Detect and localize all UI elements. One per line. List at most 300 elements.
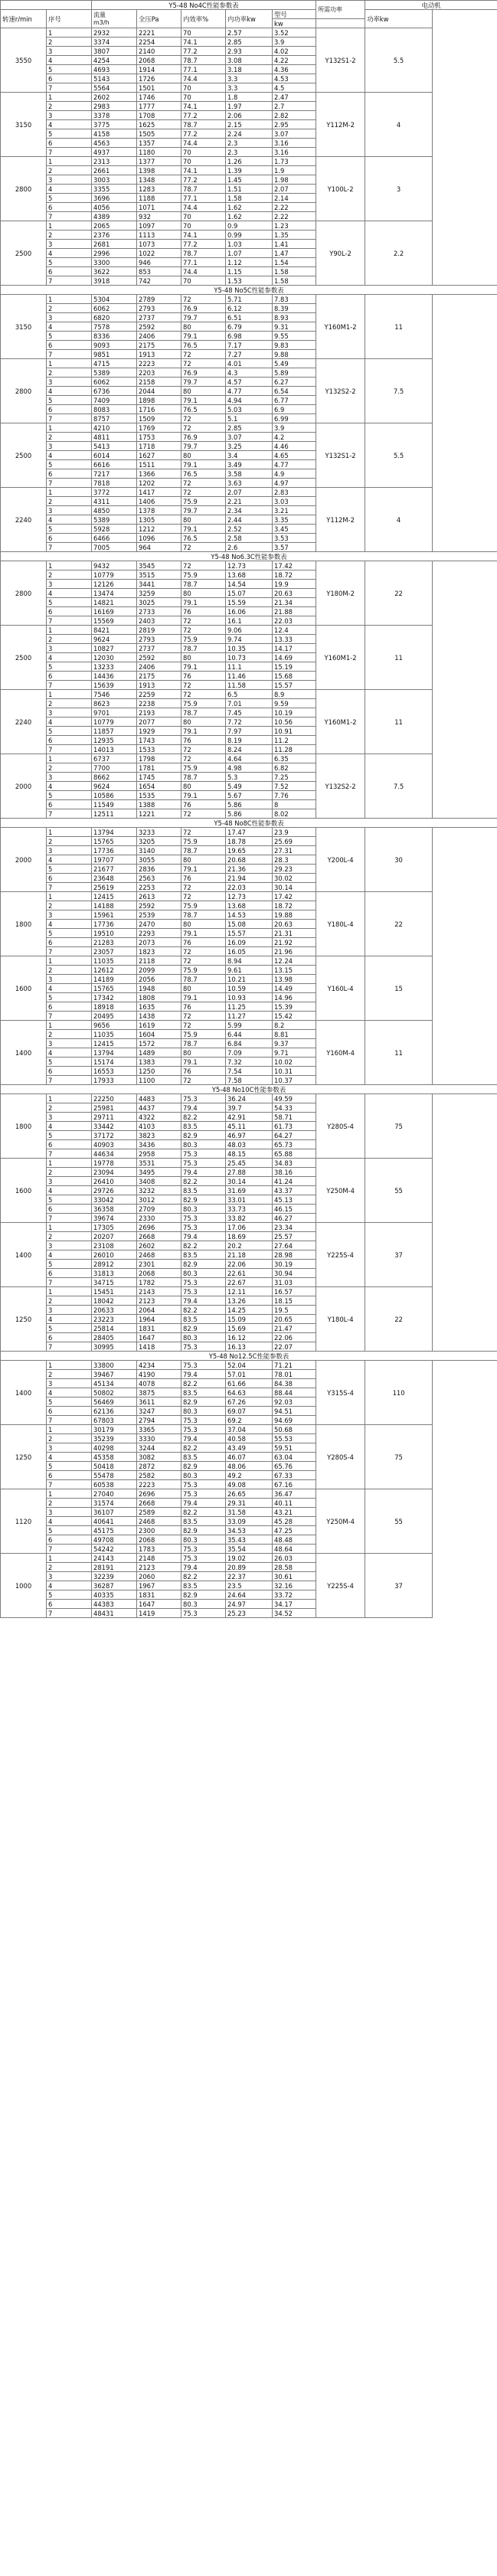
- internal-power-value: 35.43: [226, 1535, 273, 1545]
- required-power-value: 22.06: [273, 1333, 316, 1342]
- internal-power-value: 64.63: [226, 1388, 273, 1398]
- required-power-value: 48.64: [273, 1545, 316, 1554]
- required-power-value: 1.47: [273, 249, 316, 258]
- flow-value: 36287: [92, 1581, 137, 1590]
- motor-power-cell: 55: [365, 1159, 433, 1223]
- pressure-value: 2143: [137, 1287, 181, 1296]
- required-power-value: 4.97: [273, 479, 316, 488]
- motor-model-cell: Y225S-4: [316, 1223, 365, 1287]
- internal-efficiency-value: 72: [181, 295, 226, 304]
- required-power-value: 30.61: [273, 1572, 316, 1581]
- required-power-value: 4.9: [273, 469, 316, 479]
- row-no: 7: [47, 809, 92, 819]
- motor-model-cell: Y250M-4: [316, 1159, 365, 1223]
- required-power-value: 13.15: [273, 966, 316, 975]
- flow-value: 28912: [92, 1260, 137, 1269]
- pressure-value: 2301: [137, 1260, 181, 1269]
- pressure-value: 2613: [137, 892, 181, 901]
- internal-efficiency-value: 75.3: [181, 1545, 226, 1554]
- required-power-value: 63.04: [273, 1453, 316, 1462]
- required-power-value: 16.57: [273, 1287, 316, 1296]
- internal-efficiency-value: 79.1: [181, 396, 226, 405]
- flow-value: 12030: [92, 653, 137, 662]
- required-power-value: 67.16: [273, 1480, 316, 1489]
- internal-efficiency-value: 70: [181, 93, 226, 102]
- required-power-value: 18.72: [273, 570, 316, 580]
- flow-value: 20633: [92, 1306, 137, 1315]
- internal-efficiency-value: 74.4: [181, 74, 226, 83]
- internal-efficiency-value: 76.5: [181, 534, 226, 543]
- internal-efficiency-value: 75.3: [181, 1287, 226, 1296]
- flow-value: 23057: [92, 947, 137, 956]
- motor-model-cell: Y90L-2: [316, 221, 365, 286]
- row-no: 1: [47, 828, 92, 837]
- motor-power-cell: 75: [365, 1094, 433, 1159]
- required-power-value: 9.88: [273, 350, 316, 359]
- table-row: [1, 1361, 497, 1370]
- row-no: 1: [47, 1489, 92, 1499]
- required-power-value: 46.15: [273, 1205, 316, 1214]
- row-no: 7: [47, 83, 92, 93]
- internal-efficiency-value: 72: [181, 809, 226, 819]
- flow-value: 32239: [92, 1572, 137, 1581]
- flow-value: 5389: [92, 368, 137, 378]
- speed-cell: 1600: [1, 1159, 47, 1223]
- flow-value: 40335: [92, 1590, 137, 1600]
- internal-efficiency-value: 72: [181, 1012, 226, 1021]
- internal-efficiency-value: 74.4: [181, 267, 226, 276]
- flow-value: 25981: [92, 1103, 137, 1113]
- flow-value: 14821: [92, 598, 137, 607]
- row-no: 2: [47, 837, 92, 846]
- internal-power-value: 16.1: [226, 616, 273, 626]
- pressure-value: 1100: [137, 1076, 181, 1085]
- internal-efficiency-value: 80.3: [181, 1333, 226, 1342]
- internal-power-value: 16.06: [226, 607, 273, 616]
- motor-model-cell: Y160L-4: [316, 956, 365, 1021]
- required-power-value: 2.22: [273, 212, 316, 221]
- row-no: 2: [47, 1434, 92, 1443]
- internal-power-value: 5.03: [226, 405, 273, 414]
- required-power-value: 1.41: [273, 240, 316, 249]
- internal-efficiency-value: 72: [181, 479, 226, 488]
- internal-power-value: 2.3: [226, 148, 273, 157]
- required-power-value: 4.36: [273, 65, 316, 74]
- flow-header-unit: m3/h: [93, 18, 110, 26]
- required-power-value: 50.68: [273, 1425, 316, 1434]
- internal-efficiency-value: 76.9: [181, 433, 226, 442]
- internal-power-value: 5.86: [226, 809, 273, 819]
- required-power-value: 7.25: [273, 773, 316, 782]
- internal-power-value: 7.01: [226, 699, 273, 708]
- required-power-value: 1.35: [273, 230, 316, 240]
- flow-value: 11035: [92, 956, 137, 966]
- row-no: 6: [47, 469, 92, 479]
- row-no: 2: [47, 1168, 92, 1177]
- required-power-value: 78.01: [273, 1370, 316, 1379]
- row-no: 1: [47, 754, 92, 763]
- row-no: 5: [47, 258, 92, 267]
- internal-power-value: 33.01: [226, 1195, 273, 1205]
- flow-value: 13794: [92, 828, 137, 837]
- pressure-value: 1417: [137, 488, 181, 497]
- row-no: 5: [47, 598, 92, 607]
- required-power-value: 21.31: [273, 929, 316, 938]
- row-no: 6: [47, 1002, 92, 1012]
- row-no: 4: [47, 653, 92, 662]
- row-no: 2: [47, 166, 92, 175]
- row-no: 6: [47, 672, 92, 681]
- required-power-value: 43.21: [273, 1508, 316, 1517]
- pressure-value: 2696: [137, 1223, 181, 1232]
- pressure-value: 2406: [137, 662, 181, 672]
- pressure-value: 1535: [137, 791, 181, 800]
- speed-cell: 2800: [1, 157, 47, 221]
- flow-value: 39674: [92, 1214, 137, 1223]
- internal-power-value: 24.64: [226, 1590, 273, 1600]
- required-power-value: 9.59: [273, 699, 316, 708]
- flow-value: 2313: [92, 157, 137, 166]
- pressure-value: 1745: [137, 773, 181, 782]
- flow-value: 4563: [92, 139, 137, 148]
- pressure-value: 2470: [137, 920, 181, 929]
- required-power-value: 8.2: [273, 1021, 316, 1030]
- internal-power-value: 15.08: [226, 920, 273, 929]
- required-power-value: 15.68: [273, 672, 316, 681]
- motor-model-cell: Y225S-4: [316, 1554, 365, 1618]
- row-no: 5: [47, 129, 92, 139]
- motor-header: 电动机: [365, 1, 497, 10]
- internal-efficiency-value: 80: [181, 387, 226, 396]
- required-power-value: 5.49: [273, 359, 316, 368]
- flow-value: 2602: [92, 93, 137, 102]
- flow-value: 8757: [92, 414, 137, 423]
- pressure-value: 2539: [137, 910, 181, 920]
- internal-power-value: 5.49: [226, 782, 273, 791]
- required-power-value: 38.16: [273, 1168, 316, 1177]
- internal-power-value: 1.12: [226, 258, 273, 267]
- required-power-value: 47.25: [273, 1526, 316, 1535]
- internal-efficiency-value: 78.7: [181, 708, 226, 718]
- internal-power-value: 25.23: [226, 1609, 273, 1618]
- pressure-value: 2123: [137, 1296, 181, 1306]
- flow-value: 2996: [92, 249, 137, 258]
- row-no: 4: [47, 1453, 92, 1462]
- internal-power-value: 14.25: [226, 1306, 273, 1315]
- internal-efficiency-value: 72: [181, 626, 226, 635]
- required-power-value: 31.03: [273, 1278, 316, 1287]
- speed-cell: 1400: [1, 1361, 47, 1425]
- flow-value: 3775: [92, 120, 137, 129]
- required-power-value: 30.14: [273, 883, 316, 892]
- internal-power-value: 1.39: [226, 166, 273, 175]
- internal-efficiency-value: 75.9: [181, 635, 226, 644]
- row-no: 5: [47, 1526, 92, 1535]
- pressure-value: 1180: [137, 148, 181, 157]
- motor-power-cell: 110: [365, 1361, 433, 1425]
- required-power-value: 8.02: [273, 809, 316, 819]
- required-power-value: 55.53: [273, 1434, 316, 1443]
- row-no: 4: [47, 1517, 92, 1526]
- flow-value: 2983: [92, 102, 137, 111]
- speed-cell: 1800: [1, 892, 47, 956]
- flow-value: 36358: [92, 1205, 137, 1214]
- flow-value: 12126: [92, 580, 137, 589]
- speed-cell: 2240: [1, 690, 47, 754]
- row-no: 6: [47, 1269, 92, 1278]
- internal-efficiency-value: 79.4: [181, 1103, 226, 1113]
- motor-model-cell: Y112M-2: [316, 488, 365, 552]
- motor-model-cell: Y280S-4: [316, 1094, 365, 1159]
- required-power-value: 3.16: [273, 148, 316, 157]
- pressure-value: 3140: [137, 846, 181, 855]
- internal-power-value: 31.58: [226, 1508, 273, 1517]
- row-no: 2: [47, 497, 92, 506]
- pressure-value: 2044: [137, 387, 181, 396]
- internal-power-value: 2.85: [226, 38, 273, 47]
- internal-efficiency-value: 77.2: [181, 129, 226, 139]
- flow-value: 15765: [92, 837, 137, 846]
- row-no: 5: [47, 1195, 92, 1205]
- flow-value: 10586: [92, 791, 137, 800]
- pressure-value: 2592: [137, 901, 181, 910]
- pressure-value: 1625: [137, 120, 181, 129]
- row-no: 6: [47, 1535, 92, 1545]
- pressure-value: 1647: [137, 1333, 181, 1342]
- internal-power-value: 69.07: [226, 1407, 273, 1416]
- flow-value: 25619: [92, 883, 137, 892]
- flow-value: 2661: [92, 166, 137, 175]
- required-power-value: 28.58: [273, 1563, 316, 1572]
- pressure-value: 1964: [137, 1315, 181, 1324]
- row-no: 2: [47, 901, 92, 910]
- pressure-value: 2223: [137, 1480, 181, 1489]
- internal-efficiency-value: 72: [181, 616, 226, 626]
- table-row: [1, 295, 497, 304]
- internal-efficiency-value: 79.7: [181, 506, 226, 515]
- internal-power-value: 6.84: [226, 1039, 273, 1048]
- speed-cell: 1120: [1, 1489, 47, 1554]
- required-power-value: 10.02: [273, 1058, 316, 1067]
- internal-efficiency-value: 74.4: [181, 139, 226, 148]
- table-title-row: [1, 819, 497, 828]
- internal-power-value: 21.36: [226, 865, 273, 874]
- internal-power-value: 19.02: [226, 1554, 273, 1563]
- flow-value: 44383: [92, 1600, 137, 1609]
- internal-power-value: 69.2: [226, 1416, 273, 1425]
- internal-power-value: 23.5: [226, 1581, 273, 1590]
- pressure-value: 1509: [137, 414, 181, 423]
- row-no: 1: [47, 423, 92, 433]
- pressure-value: 3244: [137, 1443, 181, 1453]
- internal-efficiency-value: 82.2: [181, 1113, 226, 1122]
- pressure-value: 1627: [137, 451, 181, 460]
- row-no: 7: [47, 947, 92, 956]
- row-no: 6: [47, 1205, 92, 1214]
- internal-power-value: 1.62: [226, 203, 273, 212]
- pressure-value: 1913: [137, 681, 181, 690]
- required-power-unit: kw: [273, 19, 316, 28]
- required-power-value: 9.31: [273, 322, 316, 332]
- pressure-value: 1743: [137, 736, 181, 745]
- required-power-value: 8.39: [273, 304, 316, 313]
- required-power-value: 84.38: [273, 1379, 316, 1388]
- row-no: 7: [47, 681, 92, 690]
- internal-power-value: 11.27: [226, 1012, 273, 1021]
- internal-power-value: 2.15: [226, 120, 273, 129]
- internal-power-value: 49.2: [226, 1471, 273, 1480]
- internal-efficiency-value: 79.7: [181, 378, 226, 387]
- internal-efficiency-value: 78.7: [181, 644, 226, 653]
- internal-efficiency-value: 79.4: [181, 1168, 226, 1177]
- internal-power-value: 10.35: [226, 644, 273, 653]
- row-no: 1: [47, 1554, 92, 1563]
- internal-power-value: 20.68: [226, 855, 273, 865]
- internal-power-value: 4.94: [226, 396, 273, 405]
- required-power-value: 34.83: [273, 1159, 316, 1168]
- speed-cell: 1250: [1, 1425, 47, 1489]
- required-power-value: 30.19: [273, 1260, 316, 1269]
- speed-cell: 1800: [1, 1094, 47, 1159]
- internal-efficiency-value: 78.7: [181, 975, 226, 984]
- required-power-value: 4.02: [273, 47, 316, 56]
- internal-efficiency-value: 78.7: [181, 1039, 226, 1048]
- internal-efficiency-value: 72: [181, 681, 226, 690]
- row-no: 7: [47, 1416, 92, 1425]
- flow-value: 40903: [92, 1140, 137, 1149]
- flow-value: 7578: [92, 322, 137, 332]
- internal-power-value: 46.97: [226, 1131, 273, 1140]
- pressure-value: 1831: [137, 1590, 181, 1600]
- flow-value: 17342: [92, 993, 137, 1002]
- internal-efficiency-value: 79.1: [181, 993, 226, 1002]
- row-no: 2: [47, 304, 92, 313]
- internal-power-value: 3.4: [226, 451, 273, 460]
- required-power-value: 30.02: [273, 874, 316, 883]
- row-no: 3: [47, 773, 92, 782]
- internal-efficiency-value: 75.3: [181, 1609, 226, 1618]
- pressure-value: 1708: [137, 111, 181, 120]
- internal-power-value: 1.97: [226, 102, 273, 111]
- flow-value: 28191: [92, 1563, 137, 1572]
- pressure-value: 1746: [137, 93, 181, 102]
- internal-power-value: 5.99: [226, 1021, 273, 1030]
- row-no: 6: [47, 1140, 92, 1149]
- internal-efficiency-value: 70: [181, 157, 226, 166]
- required-power-value: 25.69: [273, 837, 316, 846]
- required-power-value: 17.42: [273, 561, 316, 570]
- flow-value: 29726: [92, 1186, 137, 1195]
- flow-value: 12935: [92, 736, 137, 745]
- internal-efficiency-value: 75.9: [181, 901, 226, 910]
- speed-cell: 1600: [1, 956, 47, 1021]
- row-no: 7: [47, 1012, 92, 1021]
- motor-model-cell: Y280S-4: [316, 1425, 365, 1489]
- internal-efficiency-value: 76: [181, 938, 226, 947]
- row-no: 4: [47, 1186, 92, 1195]
- required-power-value: 23.34: [273, 1223, 316, 1232]
- speed-cell: 3550: [1, 28, 47, 93]
- required-power-value: 46.27: [273, 1214, 316, 1223]
- internal-power-value: 16.05: [226, 947, 273, 956]
- required-power-value: 1.73: [273, 157, 316, 166]
- internal-power-value: 10.59: [226, 984, 273, 993]
- internal-efficiency-value: 70: [181, 148, 226, 157]
- motor-power-cell: 3: [365, 157, 433, 221]
- pressure-value: 1073: [137, 240, 181, 249]
- table-row: [1, 892, 497, 901]
- motor-power-cell: 7.5: [365, 754, 433, 819]
- pressure-value: 4103: [137, 1122, 181, 1131]
- flow-value: 48431: [92, 1609, 137, 1618]
- row-no: 2: [47, 38, 92, 47]
- row-no: 3: [47, 846, 92, 855]
- row-no: 4: [47, 451, 92, 460]
- internal-power-value: 11.46: [226, 672, 273, 681]
- pressure-value: 1647: [137, 1600, 181, 1609]
- speed-cell: 3150: [1, 295, 47, 359]
- motor-model-cell: Y100L-2: [316, 157, 365, 221]
- pressure-value: 1489: [137, 1048, 181, 1058]
- internal-power-value: 49.08: [226, 1480, 273, 1489]
- internal-power-value: 4.98: [226, 763, 273, 773]
- required-power-value: 64.27: [273, 1131, 316, 1140]
- internal-efficiency-value: 78.7: [181, 185, 226, 194]
- row-no: 5: [47, 1462, 92, 1471]
- row-no: 5: [47, 929, 92, 938]
- pressure-value: 2589: [137, 1508, 181, 1517]
- required-power-value: 15.57: [273, 681, 316, 690]
- required-power-value: 6.54: [273, 387, 316, 396]
- required-power-value: 32.16: [273, 1581, 316, 1590]
- flow-value: 15961: [92, 910, 137, 920]
- required-power-value: 65.76: [273, 1462, 316, 1471]
- internal-power-value: 52.04: [226, 1361, 273, 1370]
- motor-power-cell: 4: [365, 93, 433, 157]
- row-no: 3: [47, 313, 92, 322]
- internal-power-value: 5.86: [226, 800, 273, 809]
- required-power-value: 29.23: [273, 865, 316, 874]
- required-power-value: 3.9: [273, 423, 316, 433]
- pressure-value: 1438: [137, 1012, 181, 1021]
- row-no: 1: [47, 1287, 92, 1296]
- internal-efficiency-value: 83.5: [181, 1388, 226, 1398]
- internal-efficiency-value: 80.3: [181, 1471, 226, 1480]
- pressure-value: 2193: [137, 708, 181, 718]
- table-row: [1, 754, 497, 763]
- required-power-value: 21.88: [273, 607, 316, 616]
- pressure-value: 2118: [137, 956, 181, 966]
- internal-power-value: 19.65: [226, 846, 273, 855]
- internal-power-value: 40.58: [226, 1434, 273, 1443]
- required-power-value: 30.94: [273, 1269, 316, 1278]
- internal-power-value: 7.54: [226, 1067, 273, 1076]
- pressure-value: 1823: [137, 947, 181, 956]
- flow-value: 44634: [92, 1149, 137, 1159]
- pressure-value: 3495: [137, 1168, 181, 1177]
- internal-efficiency-value: 70: [181, 212, 226, 221]
- required-power-value: 3.21: [273, 506, 316, 515]
- pressure-value: 3611: [137, 1398, 181, 1407]
- internal-efficiency-value: 77.1: [181, 194, 226, 203]
- required-power-value: 3.03: [273, 497, 316, 506]
- row-no: 2: [47, 1499, 92, 1508]
- row-no: 3: [47, 442, 92, 451]
- pressure-value: 2140: [137, 47, 181, 56]
- internal-power-value: 18.78: [226, 837, 273, 846]
- pressure-value: 2668: [137, 1232, 181, 1241]
- row-no: 3: [47, 910, 92, 920]
